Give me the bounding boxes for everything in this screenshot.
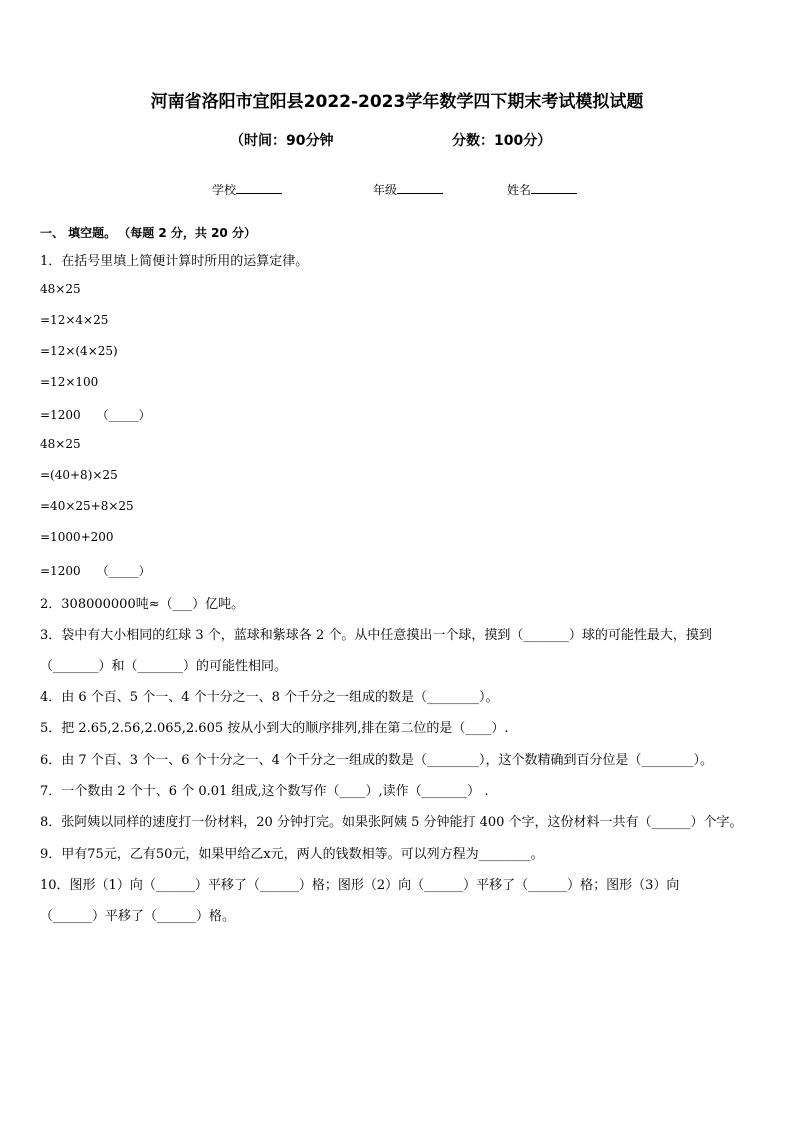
question-9: 9．甲有75元，乙有50元，如果甲给乙x元，两人的钱数相等。可以列方程为________。 [40,847,544,862]
section-heading [40,224,256,241]
q1-step-b5 [40,562,151,579]
exam-time: （时间：90分钟 [230,133,334,149]
school-field [212,181,282,198]
school-blank[interactable] [236,181,282,194]
question-6: 6．由 7 个百、3 个一、6 个十分之一、4 个千分之一组成的数是（________），这个数精确到百分位是（________）。 [40,753,714,768]
grade-field [373,181,443,198]
question-1-stem: 1．在括号里填上简便计算时所用的运算定律。 [40,254,309,269]
q1-step-b1: 48×25 [40,437,81,451]
section-title: 一、 填空题。 [40,226,117,240]
school-label: 学校 [212,183,237,197]
question-7: 7．一个数由 2 个十、6 个 0.01 组成,这个数写作（____）,读作（_______） . [40,784,489,799]
q1-answer-blank-b[interactable]: （_____） [96,564,151,578]
name-label: 姓名 [507,183,532,197]
page-title: 河南省洛阳市宜阳县2022-2023学年数学四下期末考试模拟试题 [150,92,644,112]
name-field [507,181,577,198]
q1-result-b: =1200 [40,564,81,578]
q1-step-a3: =12×(4×25) [40,344,118,358]
question-3-line-2: （_______）和（_______）的可能性相同。 [40,659,288,674]
question-4: 4．由 6 个百、5 个一、4 个十分之一、8 个千分之一组成的数是（________）。 [40,690,499,705]
q1-answer-blank-a[interactable]: （_____） [96,408,151,422]
name-blank[interactable] [531,181,577,194]
question-10-line-1: 10．图形（1）向（______）平移了（______）格；图形（2）向（______）平移了（______）格；图形（3）向 [40,878,680,893]
question-3-line-1: 3．袋中有大小相同的红球 3 个，蓝球和紫球各 2 个。从中任意摸出一个球，摸到（_______）球的可能性最大，摸到 [40,628,712,643]
grade-blank[interactable] [397,181,443,194]
exam-score: 分数：100分） [452,133,552,149]
q1-step-b3: =40×25+8×25 [40,499,134,513]
question-8: 8．张阿姨以同样的速度打一份材料，20 分钟打完。如果张阿姨 5 分钟能打 400 个字，这份材料一共有（______）个字。 [40,815,743,830]
q1-step-a5 [40,406,151,423]
q1-step-a4: =12×100 [40,375,99,389]
q1-step-b2: =(40+8)×25 [40,468,118,482]
question-5: 5．把 2.65,2.56,2.065,2.605 按从小到大的顺序排列,排在第二位的是（____）. [40,721,509,736]
q1-step-b4: =1000+200 [40,530,114,544]
question-10-line-2: （______）平移了（______）格。 [40,909,236,924]
grade-label: 年级 [373,183,398,197]
q1-step-a2: =12×4×25 [40,313,109,327]
q1-result-a: =1200 [40,408,81,422]
section-note: （每题 2 分，共 20 分） [124,226,256,240]
q1-step-a1: 48×25 [40,282,81,296]
question-2: 2．308000000吨≈（___）亿吨。 [40,597,245,612]
